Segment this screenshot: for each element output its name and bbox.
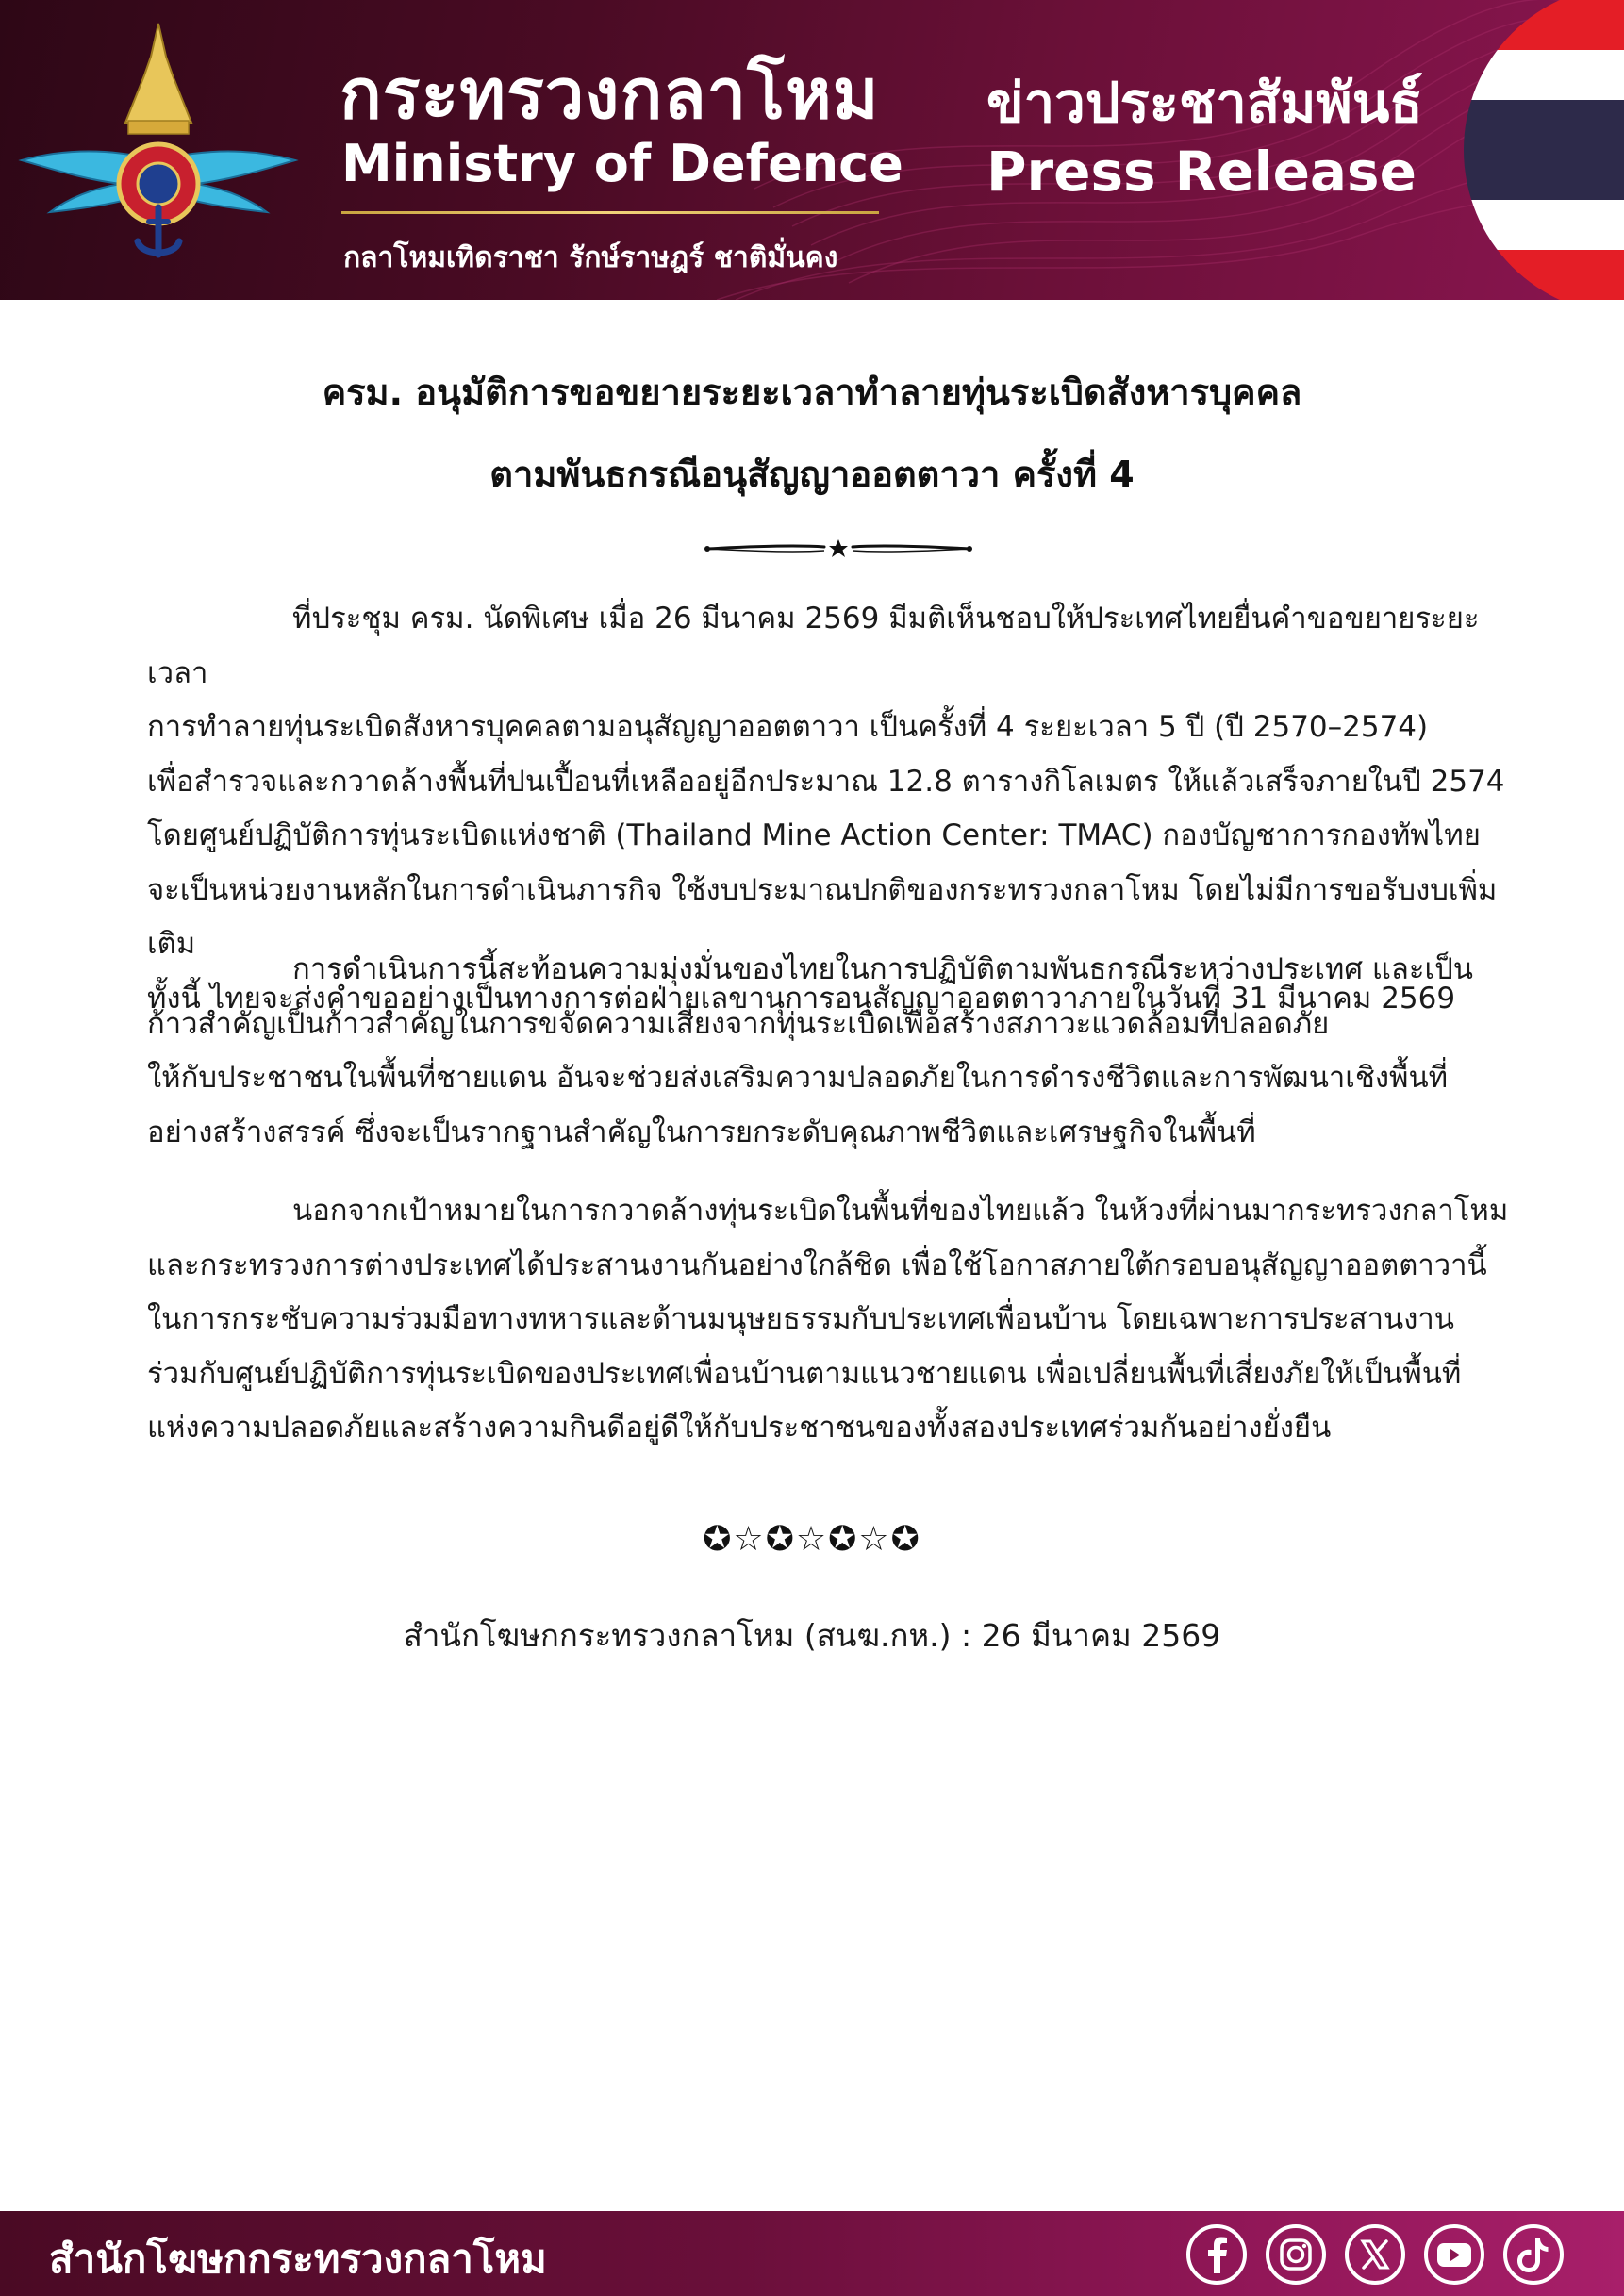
headline-line-1: ครม. อนุมัติการขอขยายระยะเวลาทำลายทุ่นระเบิดสังหารบุคคล — [322, 372, 1302, 413]
tiktok-icon[interactable] — [1501, 2222, 1566, 2287]
signature-line: สำนักโฆษกกระทรวงกลาโหม (สนฆ.กห.) : 26 มีนาคม 2569 — [403, 1617, 1221, 1654]
body-paragraph-2: การดำเนินการนี้สะท้อนความมุ่งมั่นของไทยในการปฏิบัติตามพันธกรณีระหว่างประเทศ และเป็น ก้าวสำคัญเป็นก้าวสำคัญในการขจัดความเสี่ยงจากทุ่นระเบิดเพื่อสร้างสภาวะแวดล้อมที่ปลอดภัย ให้กับประชาชนในพื้นที่ชายแดน อันจะช่วยส่งเสริมความปลอดภัยในการดำรงชีวิตและการพัฒนาเชิงพื้นที่ อย่างสร้างสรรค์ ซึ่งจะเป็นรากฐานสำคัญในการยกระดับคุณภาพชีวิตและเศรษฐกิจในพื้นที่ — [147, 952, 1473, 1149]
header-gold-rule — [341, 211, 879, 214]
body-paragraph-1: ที่ประชุม ครม. นัดพิเศษ เมื่อ 26 มีนาคม 2569 มีมติเห็นชอบให้ประเทศไทยยื่นคำขอขยายระยะเวลา การทำลายทุ่นระเบิดสังหารบุคคลตามอนุสัญญาออตตาวา เป็นครั้งที่ 4 ระยะเวลา 5 ปี (ปี 2570–2574) เพื่อสำรวจและกวาดล้างพื้นที่ปนเปื้อนที่เหลืออยู่อีกประมาณ 12.8 ตารางกิโลเมตร ให้แล้วเสร็จภายในปี 2574 โดยศูนย์ปฏิบัติการทุ่นระเบิดแห่งชาติ (Thailand Mine Action Center: TMAC) กองบัญชาการกองทัพไทย จะเป็นหน่วยงานหลักในการดำเนินภารกิจ ใช้งบประมาณปกติของกระทรวงกลาโหม โดยไม่มีการขอรับงบเพิ่มเติม ทั้งนี้ ไทยจะส่งคำขออย่างเป็นทางการต่อฝ่ายเลขานุการอนุสัญญาออตตาวาภายในวันที่ 31 มีนาคม 2569 — [147, 602, 1505, 1016]
body-paragraph-3: นอกจากเป้าหมายในการกวาดล้างทุ่นระเบิดในพื้นที่ของไทยแล้ว ในห้วงที่ผ่านมากระทรวงกลาโหม และกระทรวงการต่างประเทศได้ประสานงานกันอย่างใกล้ชิด เพื่อใช้โอกาสภายใต้กรอบอนุสัญญาออตตาวานี้ ในการกระชับความร่วมมือทางทหารและด้านมนุษยธรรมกับประเทศเพื่อนบ้าน โดยเฉพาะการประสานงาน ร่วมกับศูนย์ปฏิบัติการทุ่นระเบิดของประเทศเพื่อนบ้านตามแนวชายแดน เพื่อเปลี่ยนพื้นที่เสี่ยงภัยให้เป็นพื้นที่ แห่งความปลอดภัยและสร้างความกินดีอยู่ดีให้กับประชาชนของทั้งสองประเทศร่วมกันอย่างยั่งยืน — [147, 1194, 1509, 1445]
thai-flag-icon — [1464, 0, 1624, 300]
press-release-label-english: Press Release — [986, 140, 1417, 204]
press-release-label-thai: ข่าวประชาสัมพันธ์ — [986, 71, 1423, 135]
star-separator: ✪☆✪☆✪☆✪ — [703, 1520, 921, 1559]
x-icon[interactable] — [1343, 2222, 1407, 2287]
press-release-header — [0, 0, 1624, 300]
footer-office-label: สำนักโฆษกกระทรวงกลาโหม — [49, 2236, 547, 2282]
headline-line-2: ตามพันธกรณีอนุสัญญาออตตาวา ครั้งที่ 4 — [489, 454, 1135, 495]
youtube-icon[interactable] — [1422, 2222, 1486, 2287]
ministry-motto: กลาโหมเทิดราชา รักษ์ราษฎร์ ชาติมั่นคง — [343, 241, 838, 274]
ministry-emblem-icon — [17, 19, 300, 273]
ministry-name-english: Ministry of Defence — [341, 134, 903, 193]
ornamental-divider-icon — [704, 534, 973, 564]
instagram-icon[interactable] — [1264, 2222, 1328, 2287]
page-footer — [0, 2211, 1624, 2296]
facebook-icon[interactable] — [1185, 2222, 1249, 2287]
ministry-name-thai: กระทรวงกลาโหม — [340, 54, 880, 135]
